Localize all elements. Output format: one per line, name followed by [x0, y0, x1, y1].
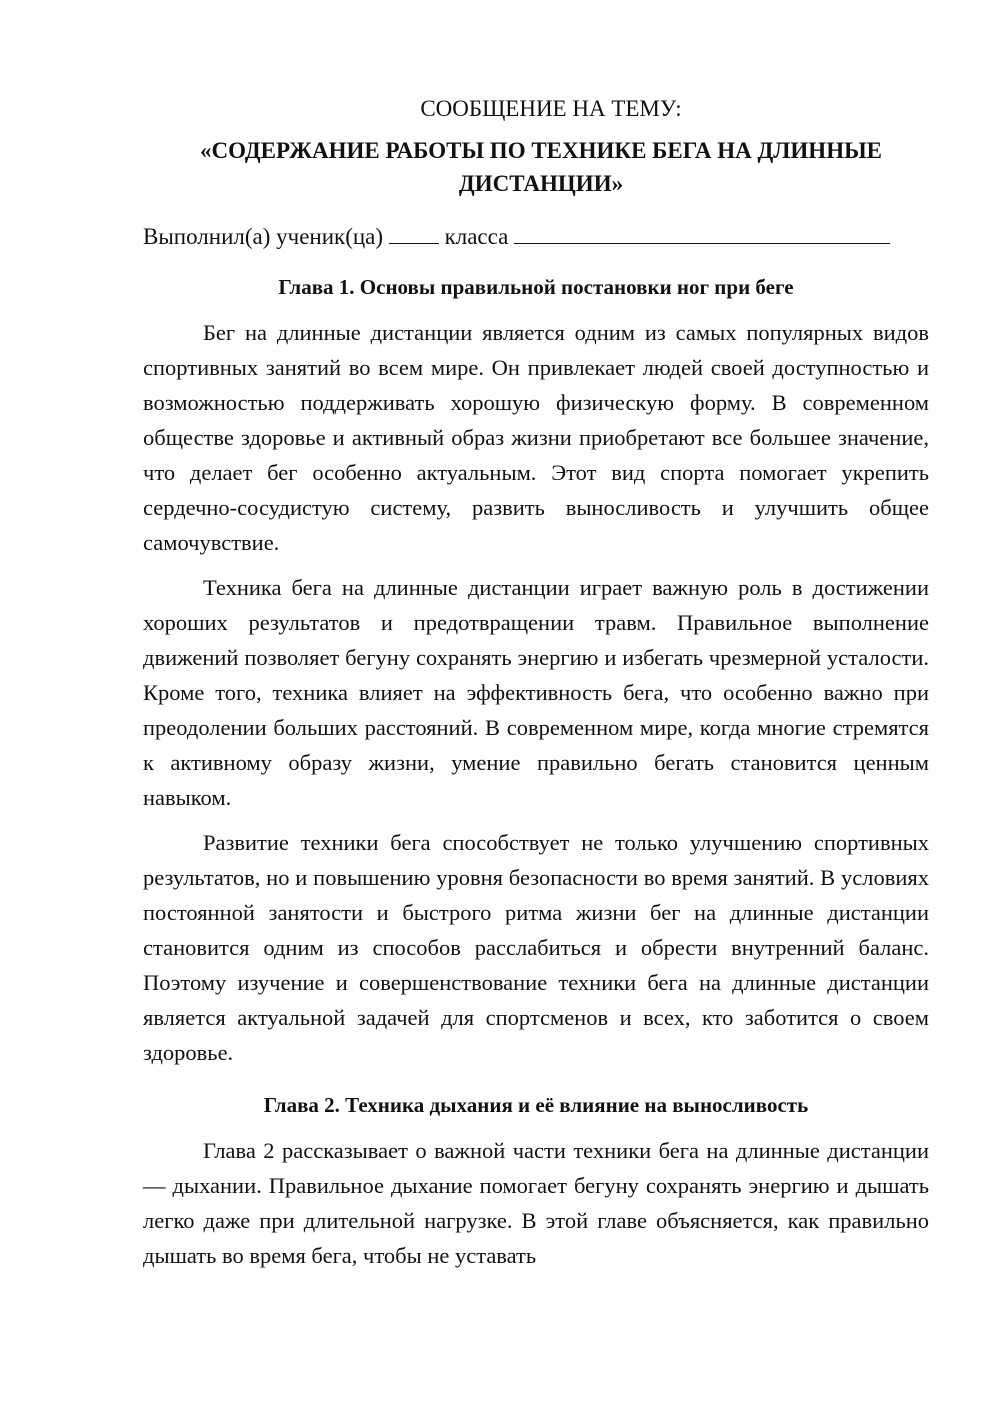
document-type-line: СООБЩЕНИЕ НА ТЕМУ: [420, 96, 682, 121]
document-title: «СОДЕРЖАНИЕ РАБОТЫ ПО ТЕХНИКЕ БЕГА НА ДЛИННЫЕ ДИСТАНЦИИ» [199, 138, 883, 196]
class-label: класса [438, 224, 515, 249]
chapter-1-heading: Глава 1. Основы правильной постановки ног при беге [278, 275, 794, 299]
chapter-1-paragraph-2: Техника бега на длинные дистанции играет важную роль в достижении хороших результатов и предотвращении травм. Правильное выполнение движений позволяет бегуну сохранять энергию и избегать чрезмерной усталости. Кроме того, техника влияет на эффективность бега, что особенно важно при преодолении больших расстояний. В современном мире, когда многие стремятся к активному образу жизни, умение правильно бегать становится ценным навыком. [143, 575, 929, 810]
class-number-blank [389, 221, 439, 244]
student-info-line [143, 220, 929, 254]
student-name-blank [514, 221, 890, 244]
chapter-1-paragraph-3: Развитие техники бега способствует не только улучшению спортивных результатов, но и повышению уровня безопасности во время занятий. В условиях постоянной занятости и быстрого ритма жизни бег на длинные дистанции становится одним из способов расслабиться и обрести внутренний баланс. Поэтому изучение и совершенствование техники бега на длинные дистанции является актуальной задачей для спортсменов и всех, кто заботится о своем здоровье. [143, 830, 929, 1065]
student-label: Выполнил(а) ученик(ца) [143, 224, 389, 249]
document-page [143, 90, 929, 1273]
chapter-2-paragraph-1: Глава 2 рассказывает о важной части техники бега на длинные дистанции — дыхании. Правильное дыхание помогает бегуну сохранять энергию и дышать легко даже при длительной нагрузке. В этой главе объясняется, как правильно дышать во время бега, чтобы не уставать [143, 1138, 929, 1268]
chapter-1-paragraph-1: Бег на длинные дистанции является одним из самых популярных видов спортивных занятий во всем мире. Он привлекает людей своей доступностью и возможностью поддерживать хорошую физическую форму. В современном обществе здоровье и активный образ жизни приобретают все большее значение, что делает бег особенно актуальным. Этот вид спорта помогает укрепить сердечно-сосудистую систему, развить выносливость и улучшить общее самочувствие. [143, 320, 929, 555]
chapter-2-heading: Глава 2. Техника дыхания и её влияние на выносливость [263, 1093, 809, 1117]
